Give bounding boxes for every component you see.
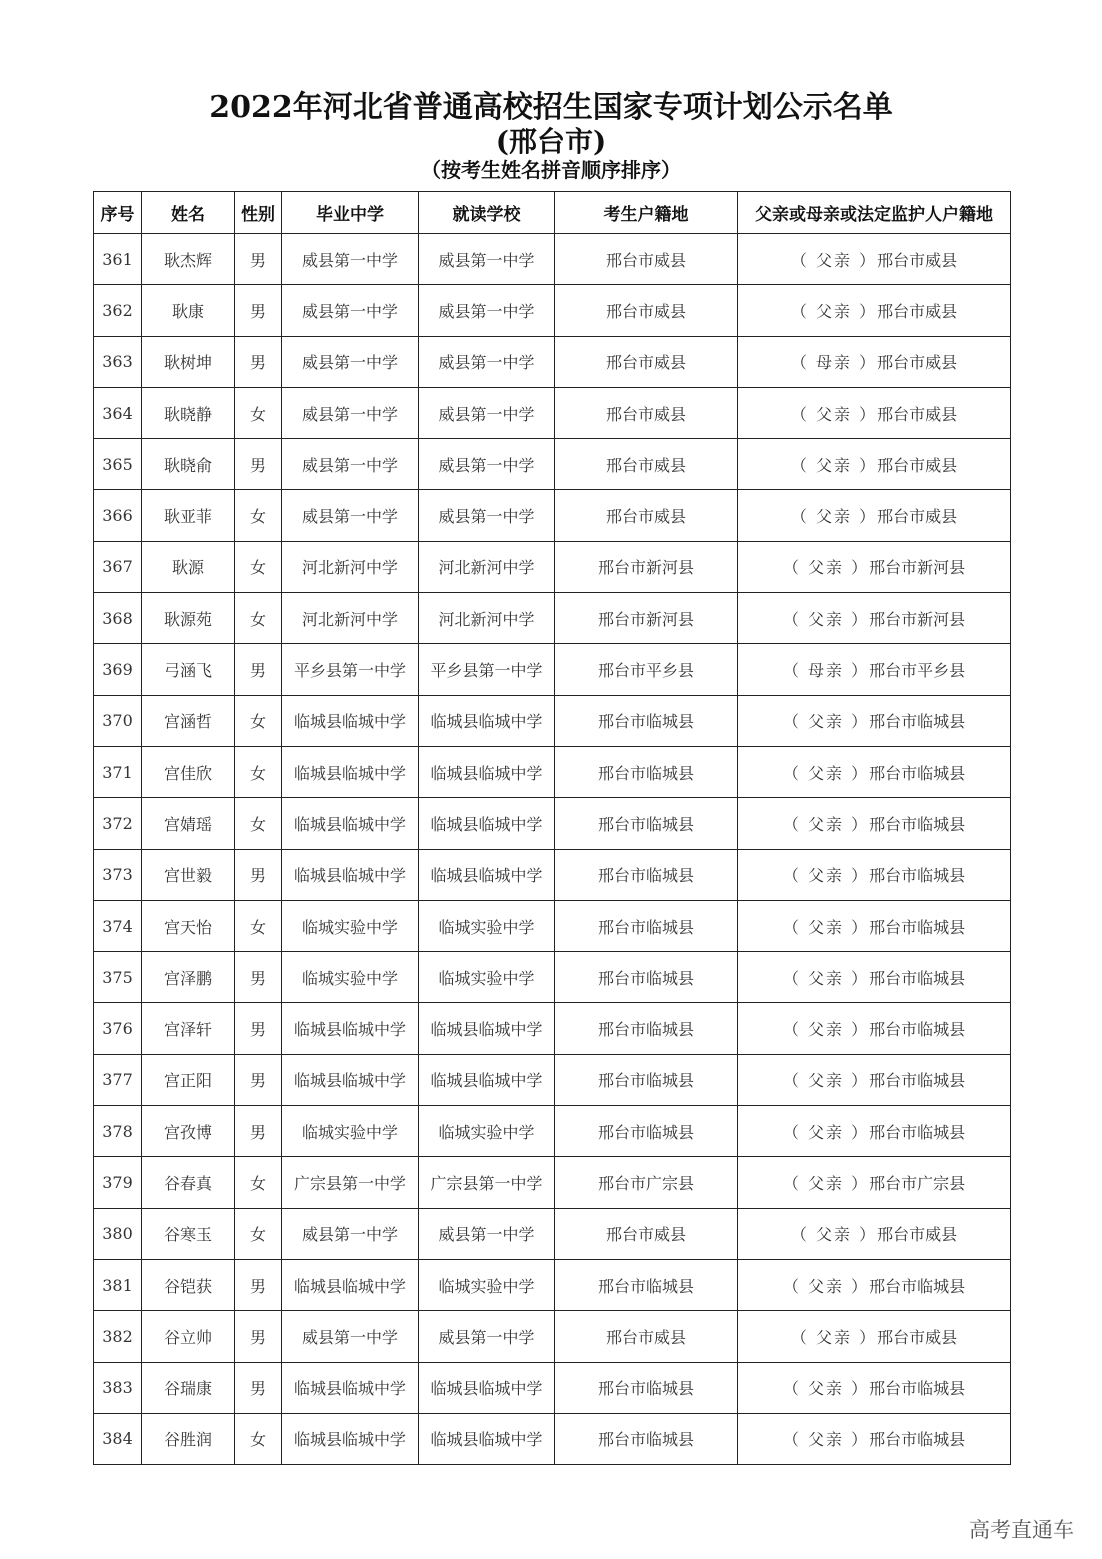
cell-grad-school: 临城实验中学 — [282, 900, 419, 951]
cell-gender: 女 — [235, 695, 282, 746]
cell-name: 谷瑞康 — [142, 1362, 235, 1413]
cell-hukou: 邢台市威县 — [555, 285, 738, 336]
cell-name: 宫世毅 — [142, 849, 235, 900]
cell-current-school: 威县第一中学 — [419, 490, 555, 541]
guardian-hukou: 邢台市威县 — [877, 455, 958, 475]
guardian-relation: （ 父亲 ） — [782, 763, 870, 783]
table-row — [94, 234, 1011, 285]
guardian-relation: （ 父亲 ） — [782, 1020, 870, 1040]
cell-guardian — [738, 1157, 1011, 1208]
cell-gender: 女 — [235, 490, 282, 541]
table-row — [94, 439, 1011, 490]
cell-gender: 男 — [235, 439, 282, 490]
guardian-hukou: 邢台市新河县 — [869, 609, 966, 629]
cell-current-school: 河北新河中学 — [419, 541, 555, 592]
guardian-relation: （ 父亲 ） — [782, 1430, 870, 1450]
page-title: 2022年河北省普通高校招生国家专项计划公示名单 — [209, 90, 893, 125]
cell-hukou: 邢台市威县 — [555, 387, 738, 438]
cell-guardian — [738, 798, 1011, 849]
table-row — [94, 1157, 1011, 1208]
cell-no: 380 — [94, 1208, 142, 1259]
cell-guardian — [738, 336, 1011, 387]
cell-gender: 男 — [235, 644, 282, 695]
cell-grad-school: 临城县临城中学 — [282, 849, 419, 900]
cell-gender: 男 — [235, 1311, 282, 1362]
cell-no: 377 — [94, 1054, 142, 1105]
guardian-hukou: 邢台市临城县 — [869, 917, 966, 937]
cell-guardian — [738, 1311, 1011, 1362]
cell-hukou: 邢台市临城县 — [555, 695, 738, 746]
cell-hukou: 邢台市临城县 — [555, 1003, 738, 1054]
guardian-hukou: 邢台市威县 — [877, 1225, 958, 1245]
header-gender: 性别 — [235, 192, 282, 234]
cell-grad-school: 威县第一中学 — [282, 285, 419, 336]
cell-guardian — [738, 541, 1011, 592]
guardian-hukou: 邢台市临城县 — [869, 968, 966, 988]
cell-guardian — [738, 644, 1011, 695]
cell-no: 370 — [94, 695, 142, 746]
cell-gender: 女 — [235, 541, 282, 592]
cell-no: 383 — [94, 1362, 142, 1413]
cell-name: 耿源苑 — [142, 593, 235, 644]
table-row — [94, 541, 1011, 592]
cell-hukou: 邢台市临城县 — [555, 952, 738, 1003]
cell-gender: 男 — [235, 1362, 282, 1413]
guardian-relation: （ 父亲 ） — [790, 404, 878, 424]
cell-no: 382 — [94, 1311, 142, 1362]
cell-gender: 男 — [235, 336, 282, 387]
cell-grad-school: 临城县临城中学 — [282, 1413, 419, 1464]
cell-hukou: 邢台市临城县 — [555, 1259, 738, 1310]
cell-current-school: 威县第一中学 — [419, 285, 555, 336]
cell-no: 366 — [94, 490, 142, 541]
cell-name: 谷胜润 — [142, 1413, 235, 1464]
cell-grad-school: 临城县临城中学 — [282, 1003, 419, 1054]
guardian-hukou: 邢台市威县 — [877, 404, 958, 424]
guardian-relation: （ 母亲 ） — [782, 661, 870, 681]
cell-name: 谷寒玉 — [142, 1208, 235, 1259]
cell-no: 375 — [94, 952, 142, 1003]
cell-no: 372 — [94, 798, 142, 849]
cell-grad-school: 临城县临城中学 — [282, 1362, 419, 1413]
guardian-relation: （ 父亲 ） — [782, 1173, 870, 1193]
cell-no: 384 — [94, 1413, 142, 1464]
table-row — [94, 695, 1011, 746]
guardian-relation: （ 父亲 ） — [790, 455, 878, 475]
cell-gender: 女 — [235, 746, 282, 797]
cell-hukou: 邢台市平乡县 — [555, 644, 738, 695]
cell-hukou: 邢台市临城县 — [555, 1054, 738, 1105]
table-row — [94, 1413, 1011, 1464]
header-row — [94, 192, 1011, 234]
cell-current-school: 河北新河中学 — [419, 593, 555, 644]
table-row — [94, 644, 1011, 695]
table-row — [94, 336, 1011, 387]
cell-current-school: 临城县临城中学 — [419, 746, 555, 797]
cell-grad-school: 临城实验中学 — [282, 952, 419, 1003]
cell-hukou: 邢台市威县 — [555, 1311, 738, 1362]
guardian-hukou: 邢台市平乡县 — [869, 661, 966, 681]
cell-current-school: 临城县临城中学 — [419, 849, 555, 900]
cell-current-school: 威县第一中学 — [419, 336, 555, 387]
cell-current-school: 威县第一中学 — [419, 234, 555, 285]
cell-current-school: 广宗县第一中学 — [419, 1157, 555, 1208]
cell-name: 宫佳欣 — [142, 746, 235, 797]
cell-no: 361 — [94, 234, 142, 285]
cell-no: 373 — [94, 849, 142, 900]
cell-gender: 男 — [235, 952, 282, 1003]
cell-name: 耿源 — [142, 541, 235, 592]
cell-guardian — [738, 1208, 1011, 1259]
cell-current-school: 威县第一中学 — [419, 1311, 555, 1362]
cell-grad-school: 威县第一中学 — [282, 1208, 419, 1259]
cell-gender: 男 — [235, 1003, 282, 1054]
cell-gender: 男 — [235, 1054, 282, 1105]
cell-current-school: 临城县临城中学 — [419, 1413, 555, 1464]
cell-name: 谷春真 — [142, 1157, 235, 1208]
cell-gender: 男 — [235, 849, 282, 900]
guardian-relation: （ 父亲 ） — [782, 917, 870, 937]
guardian-relation: （ 父亲 ） — [782, 712, 870, 732]
cell-guardian — [738, 1362, 1011, 1413]
header-grad-school: 毕业中学 — [282, 192, 419, 234]
cell-name: 宫正阳 — [142, 1054, 235, 1105]
cell-current-school: 威县第一中学 — [419, 1208, 555, 1259]
cell-current-school: 临城县临城中学 — [419, 1054, 555, 1105]
cell-name: 耿树坤 — [142, 336, 235, 387]
guardian-relation: （ 父亲 ） — [790, 1225, 878, 1245]
cell-no: 378 — [94, 1106, 142, 1157]
cell-name: 耿康 — [142, 285, 235, 336]
cell-no: 369 — [94, 644, 142, 695]
cell-name: 弓涵飞 — [142, 644, 235, 695]
guardian-hukou: 邢台市临城县 — [869, 1430, 966, 1450]
cell-current-school: 临城实验中学 — [419, 952, 555, 1003]
guardian-relation: （ 父亲 ） — [790, 1327, 878, 1347]
cell-name: 谷立帅 — [142, 1311, 235, 1362]
cell-hukou: 邢台市临城县 — [555, 849, 738, 900]
cell-guardian — [738, 387, 1011, 438]
cell-grad-school: 临城县临城中学 — [282, 746, 419, 797]
cell-current-school: 临城实验中学 — [419, 1259, 555, 1310]
cell-name: 耿晓静 — [142, 387, 235, 438]
table-row — [94, 490, 1011, 541]
cell-hukou: 邢台市临城县 — [555, 900, 738, 951]
guardian-hukou: 邢台市临城县 — [869, 1071, 966, 1091]
cell-guardian — [738, 593, 1011, 644]
guardian-hukou: 邢台市临城县 — [869, 1276, 966, 1296]
guardian-hukou: 邢台市临城县 — [869, 866, 966, 886]
cell-grad-school: 临城实验中学 — [282, 1106, 419, 1157]
cell-gender: 男 — [235, 1106, 282, 1157]
cell-grad-school: 平乡县第一中学 — [282, 644, 419, 695]
cell-hukou: 邢台市临城县 — [555, 1106, 738, 1157]
guardian-hukou: 邢台市威县 — [877, 1327, 958, 1347]
cell-hukou: 邢台市临城县 — [555, 1362, 738, 1413]
cell-gender: 女 — [235, 387, 282, 438]
guardian-hukou: 邢台市威县 — [877, 250, 958, 270]
cell-hukou: 邢台市新河县 — [555, 541, 738, 592]
cell-no: 365 — [94, 439, 142, 490]
cell-guardian — [738, 439, 1011, 490]
cell-grad-school: 广宗县第一中学 — [282, 1157, 419, 1208]
cell-guardian — [738, 234, 1011, 285]
cell-no: 363 — [94, 336, 142, 387]
table-row — [94, 1003, 1011, 1054]
cell-current-school: 平乡县第一中学 — [419, 644, 555, 695]
guardian-hukou: 邢台市威县 — [877, 301, 958, 321]
cell-guardian — [738, 1259, 1011, 1310]
cell-current-school: 临城县临城中学 — [419, 695, 555, 746]
roster-table — [93, 191, 1011, 1465]
cell-grad-school: 临城县临城中学 — [282, 798, 419, 849]
cell-no: 376 — [94, 1003, 142, 1054]
cell-name: 宫涵哲 — [142, 695, 235, 746]
sort-note: （按考生姓名拼音顺序排序） — [421, 158, 681, 182]
cell-no: 381 — [94, 1259, 142, 1310]
cell-no: 367 — [94, 541, 142, 592]
guardian-relation: （ 母亲 ） — [790, 353, 878, 373]
table-row — [94, 798, 1011, 849]
cell-gender: 女 — [235, 1157, 282, 1208]
guardian-hukou: 邢台市威县 — [877, 353, 958, 373]
table-row — [94, 746, 1011, 797]
cell-grad-school: 威县第一中学 — [282, 490, 419, 541]
cell-grad-school: 威县第一中学 — [282, 1311, 419, 1362]
cell-grad-school: 临城县临城中学 — [282, 1054, 419, 1105]
guardian-relation: （ 父亲 ） — [782, 1071, 870, 1091]
table-row — [94, 285, 1011, 336]
table-row — [94, 1311, 1011, 1362]
cell-guardian — [738, 849, 1011, 900]
cell-guardian — [738, 1106, 1011, 1157]
guardian-hukou: 邢台市广宗县 — [869, 1173, 966, 1193]
cell-name: 宫泽鹏 — [142, 952, 235, 1003]
cell-guardian — [738, 695, 1011, 746]
cell-hukou: 邢台市威县 — [555, 1208, 738, 1259]
table-row — [94, 900, 1011, 951]
cell-name: 谷铠获 — [142, 1259, 235, 1310]
guardian-relation: （ 父亲 ） — [782, 558, 870, 578]
table-row — [94, 1208, 1011, 1259]
header-current-school: 就读学校 — [419, 192, 555, 234]
cell-gender: 男 — [235, 234, 282, 285]
cell-name: 耿晓俞 — [142, 439, 235, 490]
cell-current-school: 临城实验中学 — [419, 1106, 555, 1157]
cell-guardian — [738, 952, 1011, 1003]
table-row — [94, 1106, 1011, 1157]
cell-current-school: 临城实验中学 — [419, 900, 555, 951]
table-row — [94, 1259, 1011, 1310]
cell-gender: 女 — [235, 1413, 282, 1464]
cell-hukou: 邢台市临城县 — [555, 746, 738, 797]
city-subtitle: (邢台市) — [495, 125, 607, 158]
cell-guardian — [738, 746, 1011, 797]
watermark: 高考直通车 — [969, 1518, 1074, 1542]
cell-name: 耿亚菲 — [142, 490, 235, 541]
cell-name: 宫婧瑶 — [142, 798, 235, 849]
header-no: 序号 — [94, 192, 142, 234]
cell-current-school: 临城县临城中学 — [419, 798, 555, 849]
cell-hukou: 邢台市临城县 — [555, 798, 738, 849]
cell-hukou: 邢台市威县 — [555, 490, 738, 541]
cell-hukou: 邢台市威县 — [555, 439, 738, 490]
guardian-relation: （ 父亲 ） — [782, 1122, 870, 1142]
guardian-relation: （ 父亲 ） — [790, 507, 878, 527]
cell-guardian — [738, 1054, 1011, 1105]
cell-hukou: 邢台市威县 — [555, 234, 738, 285]
guardian-hukou: 邢台市新河县 — [869, 558, 966, 578]
cell-no: 371 — [94, 746, 142, 797]
guardian-relation: （ 父亲 ） — [790, 301, 878, 321]
cell-gender: 女 — [235, 900, 282, 951]
table-row — [94, 1362, 1011, 1413]
table-row — [94, 952, 1011, 1003]
guardian-relation: （ 父亲 ） — [790, 250, 878, 270]
cell-grad-school: 威县第一中学 — [282, 336, 419, 387]
table-row — [94, 593, 1011, 644]
header-name: 姓名 — [142, 192, 235, 234]
cell-current-school: 临城县临城中学 — [419, 1362, 555, 1413]
guardian-hukou: 邢台市临城县 — [869, 1020, 966, 1040]
guardian-hukou: 邢台市临城县 — [869, 814, 966, 834]
guardian-relation: （ 父亲 ） — [782, 609, 870, 629]
cell-gender: 女 — [235, 1208, 282, 1259]
cell-gender: 女 — [235, 798, 282, 849]
cell-hukou: 邢台市临城县 — [555, 1413, 738, 1464]
cell-no: 379 — [94, 1157, 142, 1208]
cell-name: 宫泽轩 — [142, 1003, 235, 1054]
cell-guardian — [738, 900, 1011, 951]
cell-hukou: 邢台市广宗县 — [555, 1157, 738, 1208]
cell-guardian — [738, 1003, 1011, 1054]
table-header — [94, 192, 1011, 234]
cell-gender: 女 — [235, 593, 282, 644]
cell-grad-school: 河北新河中学 — [282, 541, 419, 592]
guardian-relation: （ 父亲 ） — [782, 968, 870, 988]
cell-current-school: 威县第一中学 — [419, 439, 555, 490]
guardian-hukou: 邢台市临城县 — [869, 1122, 966, 1142]
table-row — [94, 387, 1011, 438]
guardian-relation: （ 父亲 ） — [782, 814, 870, 834]
guardian-relation: （ 父亲 ） — [782, 1276, 870, 1296]
cell-grad-school: 威县第一中学 — [282, 439, 419, 490]
cell-guardian — [738, 285, 1011, 336]
cell-gender: 男 — [235, 285, 282, 336]
cell-name: 宫天怡 — [142, 900, 235, 951]
guardian-relation: （ 父亲 ） — [782, 866, 870, 886]
guardian-hukou: 邢台市临城县 — [869, 763, 966, 783]
guardian-relation: （ 父亲 ） — [782, 1379, 870, 1399]
table-row — [94, 1054, 1011, 1105]
cell-current-school: 临城县临城中学 — [419, 1003, 555, 1054]
cell-name: 宫孜博 — [142, 1106, 235, 1157]
cell-no: 362 — [94, 285, 142, 336]
header-guardian-hukou: 父亲或母亲或法定监护人户籍地 — [738, 192, 1011, 234]
cell-no: 374 — [94, 900, 142, 951]
table-row — [94, 849, 1011, 900]
guardian-hukou: 邢台市临城县 — [869, 1379, 966, 1399]
cell-grad-school: 河北新河中学 — [282, 593, 419, 644]
cell-grad-school: 威县第一中学 — [282, 387, 419, 438]
cell-gender: 男 — [235, 1259, 282, 1310]
guardian-hukou: 邢台市临城县 — [869, 712, 966, 732]
cell-guardian — [738, 1413, 1011, 1464]
cell-no: 368 — [94, 593, 142, 644]
cell-name: 耿杰辉 — [142, 234, 235, 285]
cell-hukou: 邢台市威县 — [555, 336, 738, 387]
guardian-hukou: 邢台市威县 — [877, 507, 958, 527]
table-body — [94, 234, 1011, 1465]
header-hukou: 考生户籍地 — [555, 192, 738, 234]
cell-grad-school: 威县第一中学 — [282, 234, 419, 285]
cell-guardian — [738, 490, 1011, 541]
cell-grad-school: 临城县临城中学 — [282, 695, 419, 746]
cell-grad-school: 临城县临城中学 — [282, 1259, 419, 1310]
cell-no: 364 — [94, 387, 142, 438]
cell-hukou: 邢台市新河县 — [555, 593, 738, 644]
cell-current-school: 威县第一中学 — [419, 387, 555, 438]
